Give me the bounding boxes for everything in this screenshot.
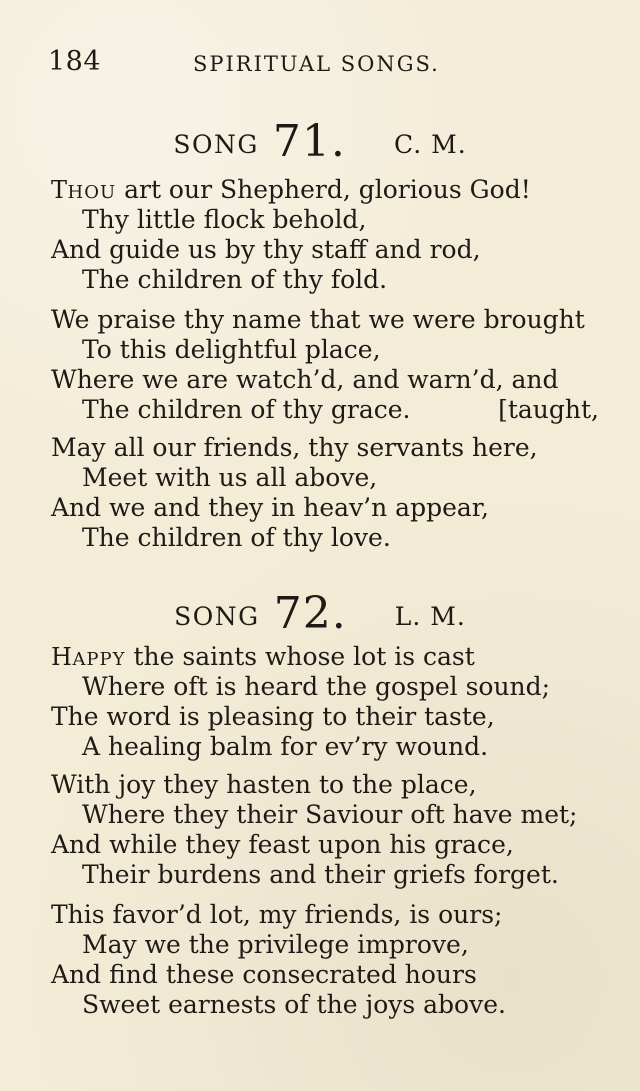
carried-word: [taught, [498,395,599,424]
stanza-line: Their burdens and their griefs forget. [82,860,559,889]
stanza-line: A healing balm for ev’ry wound. [82,732,489,761]
line-text: art our Shepherd, glorious God! [116,175,531,204]
stanza-line: Where we are watch’d, and warn’d, and [51,365,559,394]
stanza-line: And we and they in heav’n appear, [51,493,489,522]
running-title: SPIRITUAL SONGS. [193,52,440,76]
stanza-line: The children of thy love. [82,523,391,552]
page-number: 184 [48,46,102,77]
stanza-line: And guide us by thy staff and rod, [51,235,481,264]
song-71-stanza-1 [51,175,599,295]
song-meter: C. M. [393,130,467,159]
stanza-line: The children of thy fold. [82,265,388,294]
song-72-stanza-2 [51,770,599,890]
stanza-line: The word is pleasing to their taste, [51,702,495,731]
song-71-stanza-2 [51,305,599,425]
stanza-line: With joy they hasten to the place, [51,770,477,799]
song-label: SONG [174,602,260,631]
song-label: SONG [173,130,259,159]
line-text: the saints whose lot is cast [125,642,475,671]
stanza-line: Meet with us all above, [82,463,378,492]
stanza-line: Sweet earnests of the joys above. [82,990,506,1019]
stanza-line [51,395,599,425]
stanza-line [51,175,599,205]
initial-letter: H [51,643,73,671]
small-caps-word: APPY [72,649,126,670]
song-72-heading [0,588,640,639]
song-number: 71. [272,116,346,167]
stanza-line [51,642,599,672]
stanza-line: Where they their Saviour oft have met; [82,800,578,829]
song-71-stanza-3 [51,433,599,553]
stanza-line: Where oft is heard the gospel sound; [82,672,551,701]
song-72-stanza-1 [51,642,599,762]
small-caps-word: HOU [67,182,117,203]
stanza-line: May we the privilege improve, [82,930,469,959]
song-meter: L. M. [394,602,466,631]
stanza-line: This favor’d lot, my friends, is ours; [51,900,503,929]
page-header [48,46,592,82]
stanza-line: Thy little flock behold, [82,205,367,234]
song-72-stanza-3 [51,900,599,1020]
stanza-line: And while they feast upon his grace, [51,830,514,859]
stanza-line: To this delightful place, [82,335,381,364]
line-text: The children of thy grace. [82,395,411,424]
stanza-line: And find these consecrated hours [51,960,477,989]
song-71-heading [0,116,640,167]
song-number: 72. [273,588,347,639]
stanza-line: We praise thy name that we were brought [51,305,585,334]
stanza-line: May all our friends, thy servants here, [51,433,538,462]
initial-letter: T [51,176,68,204]
